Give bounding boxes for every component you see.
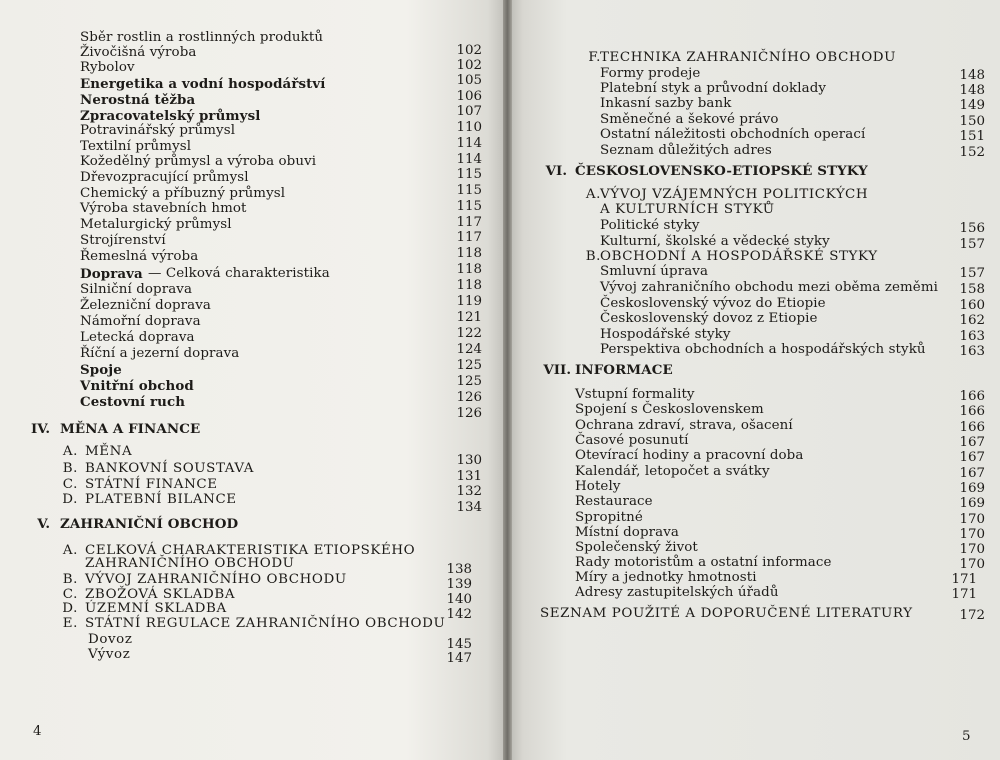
toc-page-number: 126	[456, 390, 482, 405]
toc-page-number: 138	[446, 562, 472, 577]
toc-page-number: 134	[456, 500, 482, 515]
toc-entry: STÁTNÍ FINANCE	[85, 477, 218, 492]
toc-entry: Kožedělný průmysl a výroba obuvi	[80, 154, 317, 169]
toc-page-number: 110	[456, 120, 482, 135]
toc-page-number: 157	[959, 237, 985, 252]
item-letter: C.	[62, 587, 78, 602]
toc-entry: MĚNA	[85, 444, 133, 459]
toc-page-number: 121	[456, 310, 482, 325]
toc-entry: Nerostná těžba	[80, 92, 196, 108]
toc-page-number: 148	[959, 83, 985, 98]
toc-entry: Metalurgický průmysl	[80, 217, 232, 232]
toc-entry: Vývoj zahraničního obchodu mezi oběma zeměmi	[600, 280, 938, 295]
item-letter: A.	[62, 543, 78, 558]
toc-entry: VÝVOJ ZAHRANIČNÍHO OBCHODU	[85, 572, 347, 587]
toc-entry: Živočišná výroba	[80, 45, 197, 60]
toc-page-number: 132	[456, 484, 482, 499]
section-number: IV.	[31, 421, 50, 437]
toc-entry: STÁTNÍ REGULACE ZAHRANIČNÍHO OBCHODU	[85, 616, 446, 631]
toc-entry: Vnitřní obchod	[80, 378, 194, 394]
page-number: 5	[962, 729, 971, 744]
toc-page-number: 148	[959, 68, 985, 83]
toc-entry: Letecká doprava	[80, 330, 195, 345]
toc-entry: Československý vývoz do Etiopie	[600, 296, 826, 311]
toc-page-number: 117	[456, 230, 482, 245]
toc-page-number: 163	[959, 329, 985, 344]
toc-page-number: 167	[959, 435, 985, 450]
toc-entry: Restaurace	[575, 494, 653, 509]
toc-entry: Zpracovatelský průmysl	[80, 108, 261, 124]
toc-page-number: 107	[456, 104, 482, 119]
toc-entry: Vstupní formality	[575, 387, 695, 402]
toc-entry: Hotely	[575, 479, 621, 494]
toc-entry: Sběr rostlin a rostlinných produktů	[80, 30, 324, 45]
toc-entry: Spojení s Československem	[575, 402, 764, 417]
toc-page-number: 156	[959, 221, 985, 236]
toc-entry: Strojírenství	[80, 233, 166, 248]
toc-entry: VÝVOJ VZÁJEMNÝCH POLITICKÝCH	[600, 187, 869, 202]
item-letter: C.	[62, 477, 78, 492]
toc-entry: Dřevozpracující průmysl	[80, 170, 249, 185]
item-letter: F.	[588, 50, 601, 65]
toc-entry: Místní doprava	[575, 525, 679, 540]
section-heading: ZAHRANIČNÍ OBCHOD	[60, 516, 239, 532]
toc-page-number: 140	[446, 592, 472, 607]
toc-entry: Říční a jezerní doprava	[80, 346, 240, 361]
toc-page-number: 152	[959, 145, 985, 160]
toc-page-number: 167	[959, 466, 985, 481]
section-heading: INFORMACE	[575, 362, 673, 378]
toc-entry: Rady motoristům a ostatní informace	[575, 555, 832, 570]
toc-page-number: 118	[456, 262, 482, 277]
toc-entry: Doprava	[80, 266, 143, 282]
toc-page-number: 102	[456, 58, 482, 73]
toc-page-number: 157	[959, 266, 985, 281]
toc-page-number: 162	[959, 313, 985, 328]
toc-page-number: 167	[959, 450, 985, 465]
toc-page-number: 115	[456, 167, 482, 182]
toc-page-number: 145	[446, 637, 472, 652]
toc-entry: Železniční doprava	[80, 298, 211, 313]
toc-entry: BANKOVNÍ SOUSTAVA	[85, 461, 254, 476]
toc-entry: ZBOŽOVÁ SKLADBA	[85, 587, 236, 602]
item-letter: A.	[62, 444, 78, 459]
right-page	[508, 0, 1000, 760]
toc-page-number: 125	[456, 358, 482, 373]
toc-entry: Perspektiva obchodních a hospodářských styků	[600, 342, 926, 357]
toc-page-number: 126	[456, 406, 482, 421]
item-letter: D.	[62, 492, 78, 507]
item-letter: B.	[62, 461, 78, 476]
toc-entry: A KULTURNÍCH STYKŮ	[600, 202, 775, 217]
toc-entry: Ochrana zdraví, strava, ošacení	[575, 418, 793, 433]
toc-page-number: 122	[456, 326, 482, 341]
toc-entry: Rybolov	[80, 60, 135, 75]
toc-entry: Časové posunutí	[575, 433, 689, 448]
toc-page-number: 151	[959, 129, 985, 144]
toc-entry: Cestovní ruch	[80, 394, 186, 410]
toc-entry: Řemeslná výroba	[80, 249, 199, 264]
toc-entry: Námořní doprava	[80, 314, 201, 329]
toc-entry: Smluvní úprava	[600, 264, 709, 279]
toc-entry-subtitle: — Celková charakteristika	[148, 266, 330, 281]
toc-entry: Směnečné a šekové právo	[600, 112, 779, 127]
toc-page-number: 166	[959, 420, 985, 435]
toc-page-number: 170	[959, 557, 985, 572]
toc-entry: Výroba stavebních hmot	[80, 201, 247, 216]
toc-page-number: 170	[959, 527, 985, 542]
toc-entry: Chemický a příbuzný průmysl	[80, 186, 286, 201]
toc-page-number: 115	[456, 183, 482, 198]
toc-entry: Politické styky	[600, 218, 700, 233]
toc-entry: Platební styk a průvodní doklady	[600, 81, 827, 96]
toc-page-number: 170	[959, 542, 985, 557]
toc-page-number: 150	[959, 114, 985, 129]
section-heading: ČESKOSLOVENSKO-ETIOPSKÉ STYKY	[575, 163, 868, 179]
item-letter: A.	[585, 187, 601, 202]
toc-page-number: 163	[959, 344, 985, 359]
toc-page-number: 169	[959, 496, 985, 511]
toc-page-number: 147	[446, 651, 472, 666]
toc-entry: Potravinářský průmysl	[80, 123, 236, 138]
toc-entry: Ostatní náležitosti obchodních operací	[600, 127, 866, 142]
toc-page-number: 106	[456, 89, 482, 104]
toc-page-number: 160	[959, 298, 985, 313]
section-number: VII.	[543, 362, 571, 378]
toc-entry: Otevírací hodiny a pracovní doba	[575, 448, 804, 463]
toc-entry: CELKOVÁ CHARAKTERISTIKA ETIOPSKÉHO	[85, 543, 416, 558]
toc-page-number: 172	[959, 608, 985, 623]
toc-entry: Společenský život	[575, 540, 698, 555]
toc-entry: Spoje	[80, 362, 122, 378]
toc-page-number: 166	[959, 389, 985, 404]
item-letter: B.	[62, 572, 78, 587]
toc-page-number: 139	[446, 577, 472, 592]
toc-entry: Kalendář, letopočet a svátky	[575, 464, 770, 479]
section-number: V.	[37, 516, 50, 532]
toc-page-number: 171	[951, 587, 977, 602]
toc-page-number: 118	[456, 278, 482, 293]
toc-entry: Seznam důležitých adres	[600, 143, 772, 158]
toc-entry: Kulturní, školské a vědecké styky	[600, 234, 830, 249]
toc-entry: SEZNAM POUŽITÉ A DOPORUČENÉ LITERATURY	[540, 606, 913, 621]
toc-entry: Inkasní sazby bank	[600, 96, 732, 111]
page-number: 4	[33, 724, 42, 739]
toc-page-number: 105	[456, 73, 482, 88]
toc-page-number: 118	[456, 246, 482, 261]
toc-entry: Dovoz	[88, 632, 133, 647]
toc-page-number: 171	[951, 572, 977, 587]
toc-page-number: 124	[456, 342, 482, 357]
toc-page-number: 119	[456, 294, 482, 309]
toc-page-number: 142	[446, 607, 472, 622]
toc-page-number: 114	[456, 136, 482, 151]
toc-page-number: 125	[456, 374, 482, 389]
toc-entry: Hospodářské styky	[600, 327, 731, 342]
toc-entry: Vývoz	[88, 647, 131, 662]
toc-entry: Formy prodeje	[600, 66, 701, 81]
toc-page-number: 130	[456, 453, 482, 468]
toc-entry: Adresy zastupitelských úřadů	[575, 585, 779, 600]
toc-entry: Československý dovoz z Etiopie	[600, 311, 818, 326]
book-spine	[503, 0, 512, 760]
toc-page-number: 158	[959, 282, 985, 297]
item-letter: E.	[62, 616, 78, 631]
toc-page-number: 114	[456, 152, 482, 167]
item-letter: D.	[62, 601, 78, 616]
item-letter: B.	[585, 249, 601, 264]
toc-page-number: 149	[959, 98, 985, 113]
toc-entry: OBCHODNÍ A HOSPODÁŘSKÉ STYKY	[600, 249, 878, 264]
toc-entry: Míry a jednotky hmotnosti	[575, 570, 757, 585]
toc-entry: Textilní průmysl	[80, 139, 192, 154]
toc-entry: ÚZEMNÍ SKLADBA	[85, 601, 227, 616]
toc-page-number: 166	[959, 404, 985, 419]
toc-entry: Silniční doprava	[80, 282, 193, 297]
section-number: VI.	[545, 163, 567, 179]
toc-page-number: 131	[456, 469, 482, 484]
toc-entry: PLATEBNÍ BILANCE	[85, 492, 237, 507]
toc-entry: Energetika a vodní hospodářství	[80, 76, 326, 92]
toc-entry: Spropitné	[575, 510, 643, 525]
toc-page-number: 115	[456, 199, 482, 214]
toc-page-number: 169	[959, 481, 985, 496]
toc-page-number: 102	[456, 43, 482, 58]
toc-entry-wrap	[148, 266, 330, 282]
toc-page-number: 170	[959, 512, 985, 527]
toc-entry: TECHNIKA ZAHRANIČNÍHO OBCHODU	[600, 50, 896, 65]
toc-entry: ZAHRANIČNÍHO OBCHODU	[85, 556, 295, 571]
toc-page-number: 117	[456, 215, 482, 230]
section-heading: MĚNA A FINANCE	[60, 421, 201, 437]
